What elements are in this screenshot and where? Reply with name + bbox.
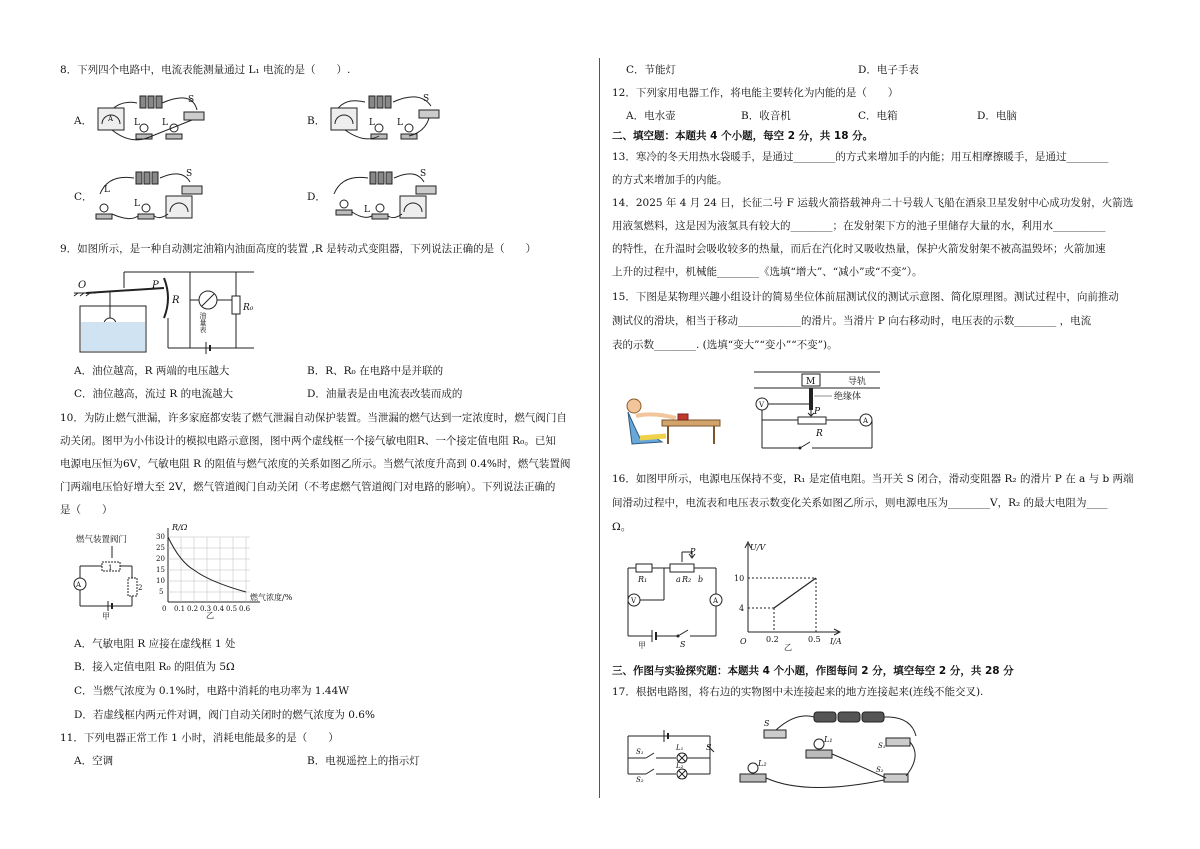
svg-text:V: V — [631, 597, 637, 605]
svg-text:5: 5 — [159, 588, 164, 596]
svg-text:L: L — [134, 199, 140, 209]
svg-text:P: P — [814, 407, 821, 417]
q10-option-a: A．气敏电阻 R 应接在虚线框 1 处 — [74, 638, 236, 650]
q16-line-2: 间滑动过程中，电流表和电压表示数变化关系如图乙所示，则电源电压为________V，R₂ 的最大电阻为____ — [612, 497, 1108, 509]
q15-circuit-figure — [752, 368, 882, 452]
svg-text:L₁: L₁ — [676, 744, 684, 752]
svg-text:L: L — [364, 205, 370, 215]
q10-line-4: 门两端电压恰好增大至 2V，燃气管道阀门自动关闭（不考虑燃气管道阀门对电路的影响）。下列说法正确的 — [60, 481, 556, 493]
q12-option-a: A．电水壶 — [626, 110, 676, 122]
svg-text:S₁: S₁ — [878, 742, 886, 750]
q12-option-c: C．电箱 — [858, 110, 898, 122]
q8-a-switch-label: S — [188, 95, 195, 105]
svg-text:O: O — [78, 280, 87, 291]
q8-circuit-b-figure — [325, 88, 443, 148]
svg-text:V: V — [759, 401, 765, 409]
svg-text:30: 30 — [156, 533, 165, 541]
q10-option-b: B．接入定值电阻 R₀ 的阻值为 5Ω — [74, 661, 235, 673]
q8-circuit-c-figure — [90, 164, 208, 224]
svg-text:绝缘体: 绝缘体 — [834, 392, 862, 402]
svg-text:L₂: L₂ — [758, 759, 767, 768]
q8-option-a: A． — [74, 115, 93, 127]
svg-text:0.2: 0.2 — [187, 605, 199, 613]
svg-text:U/V: U/V — [750, 543, 766, 552]
svg-text:1: 1 — [108, 564, 113, 572]
svg-text:a: a — [676, 575, 681, 584]
svg-text:0.1: 0.1 — [174, 605, 186, 613]
section-2-heading: 二、填空题：本题共 4 个小题，每空 2 分，共 18 分。 — [612, 130, 874, 142]
q11-option-d: D．电子手表 — [858, 64, 919, 76]
q12-option-b: B．收音机 — [741, 110, 791, 122]
svg-text:A: A — [108, 115, 114, 123]
svg-text:10: 10 — [156, 577, 165, 585]
q10-line-1: 10．为防止燃气泄漏，许多家庭都安装了燃气泄漏自动保护装置。当泄漏的燃气达到一定浓度时，燃气阀门自 — [60, 412, 567, 424]
svg-text:A: A — [76, 581, 82, 589]
q16-line-3: Ω。 — [612, 521, 632, 533]
q8-option-c: C． — [74, 191, 93, 203]
svg-text:b: b — [698, 575, 704, 584]
q15-line-2: 测试仪的滑块，相当于移动____________的滑片。当滑片 P 向右移动时，电压表的示数________ ，电流 — [612, 315, 1092, 327]
q9-option-c: C．油位越高，流过 R 的电流越大 — [74, 388, 234, 400]
svg-text:20: 20 — [156, 555, 165, 563]
q12-stem: 12．下列家用电器工作，将电能主要转化为内能的是（ ） — [612, 87, 899, 99]
q8-option-d: D． — [307, 191, 326, 203]
q12-option-d: D．电脑 — [977, 110, 1017, 122]
svg-text:S: S — [764, 719, 770, 728]
svg-text:甲: 甲 — [638, 641, 646, 650]
svg-text:P: P — [152, 280, 159, 291]
q10-line-3: 电源电压恒为6V，气敏电阻 R 的阻值与燃气浓度的关系如图乙所示。当燃气浓度升高到 0.4%时，燃气装置阀 — [60, 458, 571, 470]
svg-text:油量表: 油量表 — [199, 312, 207, 333]
q14-line-4: 上升的过程中，机械能________《选填“增大”、“减小”或“不变”）。 — [612, 266, 923, 278]
q17-schematic-figure — [624, 724, 718, 784]
svg-text:15: 15 — [156, 566, 165, 574]
q15-child-stretch-figure — [622, 386, 722, 448]
svg-text:R/Ω: R/Ω — [172, 523, 188, 532]
q9-option-d: D．油量表是由电流表改装而成的 — [307, 388, 463, 400]
q14-line-1: 14．2025 年 4 月 24 日，长征二号 F 运载火箭搭载神舟二十号载人飞船在酒泉卫星发射中心成功发射，火箭选 — [612, 197, 1134, 209]
q11-option-b: B．电视遥控上的指示灯 — [307, 755, 420, 767]
q16-graph-yi-figure — [736, 540, 846, 652]
svg-text:0.3: 0.3 — [200, 605, 212, 613]
q15-line-3: 表的示数________. (选填“变大”“变小”“不变”)。 — [612, 339, 838, 351]
svg-text:乙: 乙 — [784, 643, 792, 652]
svg-text:R₁: R₁ — [638, 575, 648, 584]
svg-text:25: 25 — [156, 544, 165, 552]
q9-option-b: B．R、R₀ 在电路中是并联的 — [307, 365, 444, 377]
svg-text:L: L — [369, 118, 375, 128]
q10-option-d: D．若虚线框内两元件对调，阀门自动关闭时的燃气浓度为 0.6% — [74, 709, 375, 721]
q11-option-c: C．节能灯 — [626, 64, 677, 76]
svg-text:A: A — [863, 417, 869, 425]
svg-text:S: S — [680, 640, 686, 649]
svg-text:R: R — [172, 295, 180, 306]
svg-text:O: O — [740, 637, 747, 646]
svg-text:R₂: R₂ — [682, 575, 692, 584]
svg-text:燃气装置阀门: 燃气装置阀门 — [76, 535, 128, 545]
svg-text:P: P — [690, 547, 696, 556]
q10-option-c: C．当燃气浓度为 0.1%时，电路中消耗的电功率为 1.44W — [74, 685, 350, 697]
q10-graph-yi-figure — [150, 522, 310, 618]
q11-option-a: A．空调 — [74, 755, 114, 767]
q9-stem: 9．如图所示，是一种自动测定油箱内油面高度的装置 ,R 是转动式变阻器，下列说法正确的是（ ） — [60, 243, 537, 255]
svg-text:R: R — [816, 429, 823, 439]
svg-text:0: 0 — [162, 605, 167, 613]
q14-line-3: 的特性，在升温时会吸收较多的热量，而后在汽化时又吸收热量，保护火箭发射架不被高温毁坏；火箭加速 — [612, 243, 1106, 255]
q17-stem: 17．根据电路图，将右边的实物图中未连接起来的地方连接起来(连线不能交叉). — [612, 686, 984, 698]
q16-line-1: 16．如图甲所示，电源电压保持不变，R₁ 是定值电阻。当开关 S 闭合，滑动变阻器 R₂ 的滑片 P 在 a 与 b 两端 — [612, 473, 1134, 485]
svg-text:L: L — [162, 118, 168, 128]
q8-option-b: B． — [307, 115, 326, 127]
svg-text:L₂: L₂ — [676, 762, 684, 770]
q17-physical-figure — [736, 706, 926, 798]
svg-text:0.5: 0.5 — [226, 605, 238, 613]
svg-text:S: S — [706, 743, 712, 752]
section-3-heading: 三、作图与实验探究题：本题共 4 个小题，作图每问 2 分，填空每空 2 分，共 28 分 — [612, 665, 1014, 677]
svg-text:S₂: S₂ — [636, 776, 644, 784]
q8-circuit-d-figure — [324, 164, 442, 224]
column-divider — [599, 58, 600, 798]
svg-text:0.6: 0.6 — [239, 605, 251, 613]
q15-line-1: 15．下图是某物理兴趣小组设计的简易坐位体前屈测试仪的测试示意图、简化原理图。测试过程中，向前推动 — [612, 291, 1119, 303]
svg-text:2: 2 — [138, 584, 143, 592]
svg-text:甲: 甲 — [102, 612, 110, 621]
q8-stem: 8．下列四个电路中，电流表能测量通过 L₁ 电流的是（ ）. — [60, 64, 351, 76]
svg-text:0.5: 0.5 — [808, 635, 821, 644]
q8-circuit-a-figure — [92, 88, 210, 148]
svg-text:M: M — [806, 377, 816, 387]
svg-text:L: L — [134, 118, 140, 128]
svg-text:导轨: 导轨 — [848, 377, 867, 387]
svg-text:乙: 乙 — [206, 611, 214, 620]
svg-text:0.4: 0.4 — [213, 605, 225, 613]
q14-line-2: 用液氢燃料，这是因为液氢具有较大的________；在发射架下方的池子里储存大量的水，利用水__________ — [612, 220, 1106, 232]
svg-text:S: S — [420, 169, 427, 179]
q13-line-1: 13．寒冷的冬天用热水袋暖手，是通过________的方式来增加手的内能；用互相摩擦暖手，是通过________ — [612, 151, 1109, 163]
svg-text:0.2: 0.2 — [766, 635, 779, 644]
svg-text:4: 4 — [739, 604, 745, 613]
svg-text:S₁: S₁ — [636, 748, 644, 756]
svg-text:S: S — [186, 169, 193, 179]
svg-text:L: L — [104, 185, 110, 195]
q10-circuit-jia-figure — [72, 528, 150, 620]
svg-text:燃气浓度/%: 燃气浓度/% — [250, 593, 293, 602]
svg-text:L: L — [397, 118, 403, 128]
svg-text:I/A: I/A — [830, 637, 842, 646]
q11-stem: 11．下列电器正常工作 1 小时，消耗电能最多的是（ ） — [60, 732, 339, 744]
q9-option-a: A．油位越高，R 两端的电压越大 — [74, 365, 230, 377]
svg-text:L₁: L₁ — [824, 735, 833, 744]
q10-line-5: 是（ ） — [60, 504, 113, 516]
svg-text:A: A — [713, 597, 719, 605]
svg-text:S₂: S₂ — [876, 766, 884, 774]
q13-line-2: 的方式来增加手的内能。 — [612, 174, 728, 186]
q10-line-2: 动关闭。图甲为小伟设计的模拟电路示意图，图中两个虚线框一个接气敏电阻R、一个接定值电阻 R₀。已知 — [60, 435, 556, 447]
svg-text:S: S — [423, 94, 430, 104]
svg-text:R₀: R₀ — [243, 303, 254, 313]
q9-oil-tank-figure — [72, 266, 262, 356]
svg-text:10: 10 — [734, 574, 745, 583]
q16-circuit-jia-figure — [624, 544, 724, 650]
